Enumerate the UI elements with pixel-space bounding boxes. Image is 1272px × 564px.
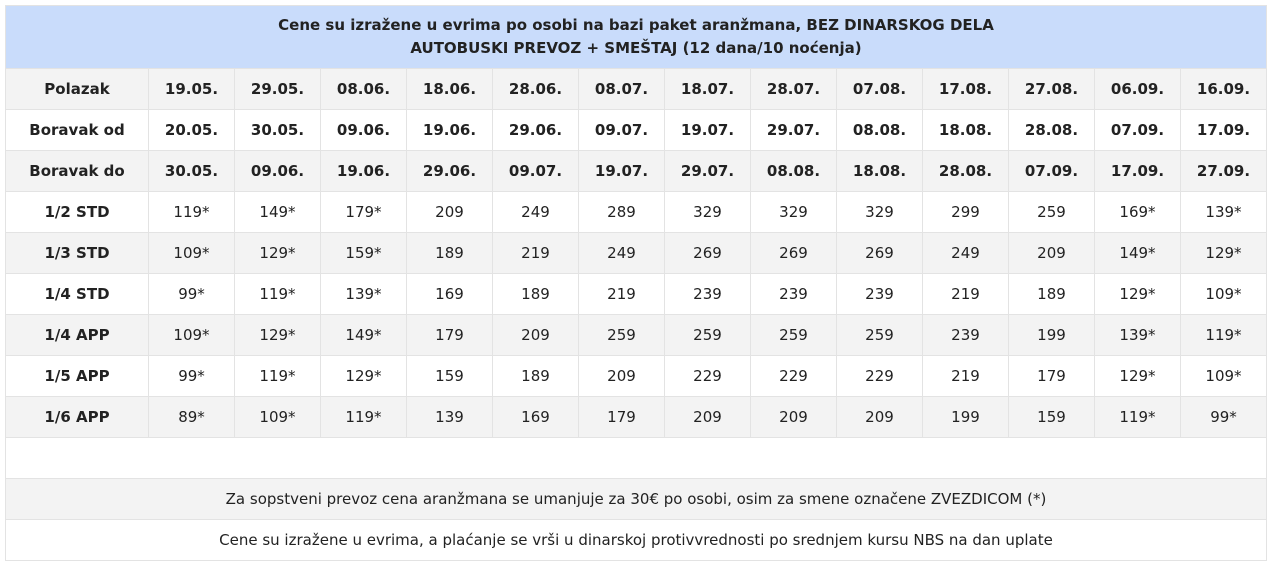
table-cell: 99* (149, 274, 235, 315)
table-cell: 179 (1009, 356, 1095, 397)
table-cell: 119* (149, 192, 235, 233)
table-cell: 19.06. (407, 110, 493, 151)
row-label: 1/4 STD (6, 274, 149, 315)
table-cell: 159* (321, 233, 407, 274)
table-cell: 18.07. (665, 69, 751, 110)
table-cell: 159 (407, 356, 493, 397)
table-cell: 17.09. (1095, 151, 1181, 192)
table-cell: 17.09. (1181, 110, 1267, 151)
table-cell: 129* (1181, 233, 1267, 274)
table-cell: 169 (493, 397, 579, 438)
table-cell: 09.06. (321, 110, 407, 151)
table-cell: 19.05. (149, 69, 235, 110)
table-cell: 109* (1181, 356, 1267, 397)
table-cell: 259 (665, 315, 751, 356)
row-label: 1/2 STD (6, 192, 149, 233)
table-row (6, 192, 1267, 233)
table-cell: 269 (665, 233, 751, 274)
table-cell: 19.06. (321, 151, 407, 192)
table-cell: 129* (1095, 356, 1181, 397)
table-cell: 18.08. (923, 110, 1009, 151)
table-cell: 129* (235, 233, 321, 274)
table-cell: 209 (493, 315, 579, 356)
table-cell: 149* (321, 315, 407, 356)
table-cell: 08.06. (321, 69, 407, 110)
table-cell: 239 (923, 315, 1009, 356)
table-cell: 219 (923, 356, 1009, 397)
table-cell: 209 (665, 397, 751, 438)
table-cell: 209 (1009, 233, 1095, 274)
table-cell: 17.08. (923, 69, 1009, 110)
table-cell: 209 (837, 397, 923, 438)
table-cell: 119* (235, 356, 321, 397)
table-cell: 07.09. (1095, 110, 1181, 151)
table-cell: 08.07. (579, 69, 665, 110)
table-cell: 179* (321, 192, 407, 233)
table-cell: 20.05. (149, 110, 235, 151)
note-own-transport: Za sopstveni prevoz cena aranžmana se umanjuje za 30€ po osobi, osim za smene označene ZVEZDICOM (*) (6, 479, 1267, 520)
note-row (6, 520, 1267, 561)
table-cell: 329 (665, 192, 751, 233)
table-row (6, 110, 1267, 151)
table-cell: 29.06. (407, 151, 493, 192)
table-cell: 28.06. (493, 69, 579, 110)
table-cell: 28.08. (1009, 110, 1095, 151)
table-cell: 189 (1009, 274, 1095, 315)
table-cell: 19.07. (579, 151, 665, 192)
table-cell: 109* (149, 315, 235, 356)
table-cell: 99* (149, 356, 235, 397)
table-cell: 259 (1009, 192, 1095, 233)
table-cell: 179 (407, 315, 493, 356)
table-title-line-1: Cene su izražene u evrima po osobi na bazi paket aranžmana, BEZ DINARSKOG DELA (278, 16, 994, 34)
table-cell: 259 (579, 315, 665, 356)
table-cell: 239 (751, 274, 837, 315)
row-label: Polazak (6, 69, 149, 110)
table-cell: 18.06. (407, 69, 493, 110)
table-cell: 329 (751, 192, 837, 233)
note-row (6, 479, 1267, 520)
table-cell: 139* (1095, 315, 1181, 356)
table-cell: 119* (321, 397, 407, 438)
table-row (6, 274, 1267, 315)
table-cell: 149* (1095, 233, 1181, 274)
table-cell: 28.07. (751, 69, 837, 110)
row-label: 1/6 APP (6, 397, 149, 438)
table-cell: 269 (751, 233, 837, 274)
table-header-row (6, 6, 1267, 69)
row-label: 1/4 APP (6, 315, 149, 356)
table-cell: 329 (837, 192, 923, 233)
table-cell: 139* (1181, 192, 1267, 233)
table-row (6, 233, 1267, 274)
table-cell: 239 (665, 274, 751, 315)
table-cell: 249 (923, 233, 1009, 274)
row-label: 1/3 STD (6, 233, 149, 274)
table-title (6, 6, 1267, 69)
spacer-cell (6, 438, 1267, 479)
table-cell: 109* (149, 233, 235, 274)
table-cell: 18.08. (837, 151, 923, 192)
table-cell: 109* (1181, 274, 1267, 315)
table-cell: 09.07. (579, 110, 665, 151)
row-label: Boravak do (6, 151, 149, 192)
table-row (6, 397, 1267, 438)
table-cell: 09.07. (493, 151, 579, 192)
note-payment: Cene su izražene u evrima, a plaćanje se vrši u dinarskoj protivvrednosti po srednjem kursu NBS na dan uplate (6, 520, 1267, 561)
table-cell: 119* (1181, 315, 1267, 356)
table-cell: 209 (407, 192, 493, 233)
table-cell: 149* (235, 192, 321, 233)
price-table (5, 5, 1267, 561)
table-cell: 269 (837, 233, 923, 274)
table-row (6, 356, 1267, 397)
table-cell: 189 (493, 356, 579, 397)
table-cell: 119* (235, 274, 321, 315)
table-cell: 239 (837, 274, 923, 315)
table-cell: 109* (235, 397, 321, 438)
table-cell: 28.08. (923, 151, 1009, 192)
table-cell: 179 (579, 397, 665, 438)
table-cell: 299 (923, 192, 1009, 233)
table-cell: 30.05. (149, 151, 235, 192)
table-cell: 169* (1095, 192, 1181, 233)
table-cell: 219 (579, 274, 665, 315)
table-cell: 129* (1095, 274, 1181, 315)
table-cell: 159 (1009, 397, 1095, 438)
table-row (6, 69, 1267, 110)
table-cell: 229 (665, 356, 751, 397)
table-row (6, 315, 1267, 356)
table-cell: 249 (493, 192, 579, 233)
table-title-line-2: AUTOBUSKI PREVOZ + SMEŠTAJ (12 dana/10 noćenja) (410, 39, 862, 57)
table-cell: 129* (321, 356, 407, 397)
table-cell: 27.08. (1009, 69, 1095, 110)
spacer-row (6, 438, 1267, 479)
table-cell: 29.06. (493, 110, 579, 151)
table-cell: 199 (923, 397, 1009, 438)
table-cell: 169 (407, 274, 493, 315)
table-cell: 99* (1181, 397, 1267, 438)
table-cell: 09.06. (235, 151, 321, 192)
table-cell: 129* (235, 315, 321, 356)
table-cell: 89* (149, 397, 235, 438)
table-cell: 06.09. (1095, 69, 1181, 110)
table-cell: 29.07. (751, 110, 837, 151)
table-cell: 139 (407, 397, 493, 438)
table-cell: 19.07. (665, 110, 751, 151)
row-label: 1/5 APP (6, 356, 149, 397)
table-cell: 229 (837, 356, 923, 397)
table-cell: 29.07. (665, 151, 751, 192)
table-cell: 249 (579, 233, 665, 274)
table-cell: 07.08. (837, 69, 923, 110)
table-cell: 29.05. (235, 69, 321, 110)
table-cell: 119* (1095, 397, 1181, 438)
table-cell: 139* (321, 274, 407, 315)
table-cell: 30.05. (235, 110, 321, 151)
table-cell: 08.08. (837, 110, 923, 151)
table-cell: 209 (579, 356, 665, 397)
row-label: Boravak od (6, 110, 149, 151)
table-cell: 219 (493, 233, 579, 274)
table-cell: 209 (751, 397, 837, 438)
table-cell: 189 (493, 274, 579, 315)
table-cell: 259 (751, 315, 837, 356)
table-cell: 259 (837, 315, 923, 356)
table-cell: 229 (751, 356, 837, 397)
table-cell: 07.09. (1009, 151, 1095, 192)
table-cell: 27.09. (1181, 151, 1267, 192)
table-cell: 08.08. (751, 151, 837, 192)
table-cell: 219 (923, 274, 1009, 315)
table-row (6, 151, 1267, 192)
table-cell: 199 (1009, 315, 1095, 356)
table-cell: 289 (579, 192, 665, 233)
table-cell: 189 (407, 233, 493, 274)
table-cell: 16.09. (1181, 69, 1267, 110)
